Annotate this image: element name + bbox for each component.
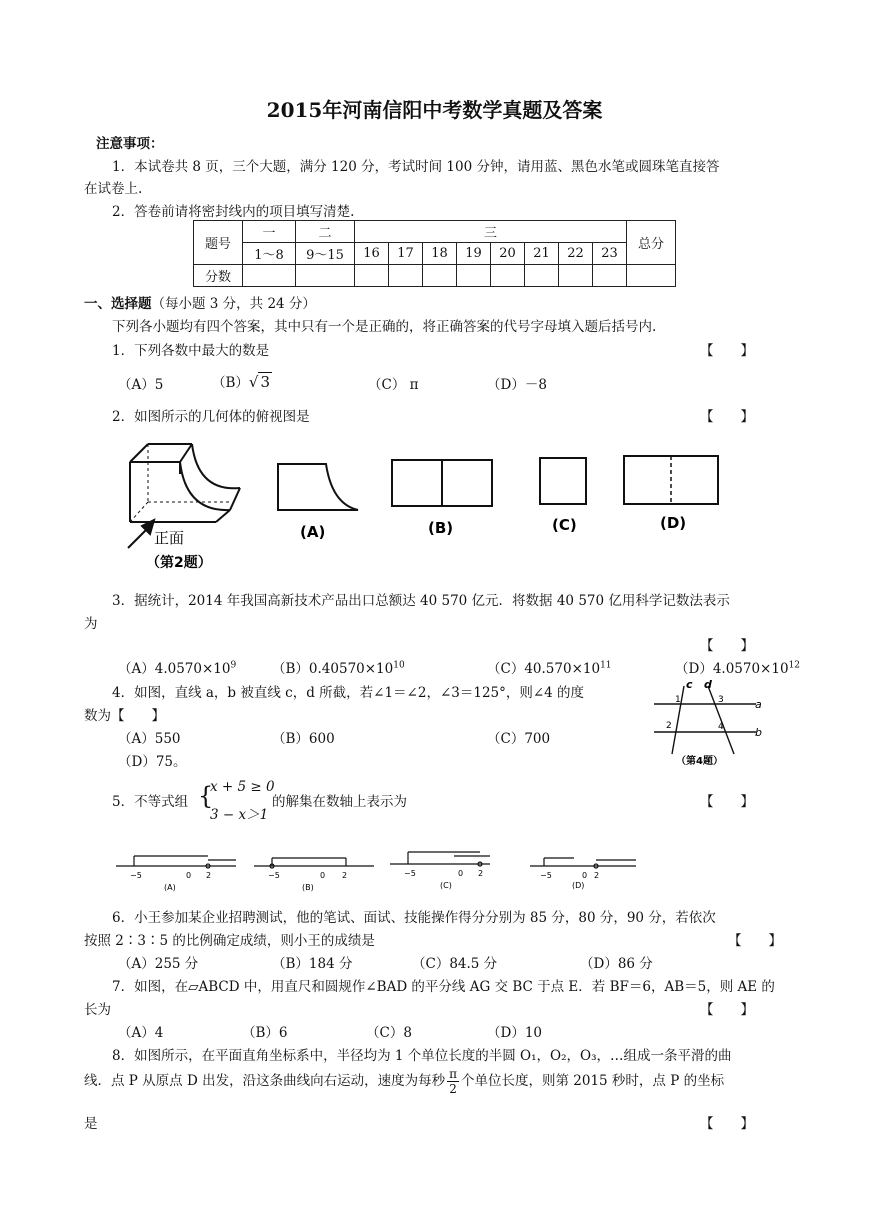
q4-option-b: （B）600 — [272, 731, 335, 747]
q2-option-a-figure — [278, 464, 358, 510]
q1-stem: 1．下列各数中最大的数是 — [112, 343, 270, 359]
q4-caption: （第4题） — [676, 756, 723, 767]
q7-option-d: （D）10 — [487, 1025, 543, 1041]
q8-stem-cont — [84, 1067, 724, 1096]
q2-option-c-figure — [540, 458, 586, 504]
q2-figure — [112, 430, 752, 580]
section-instruction: 下列各小题均有四个答案，其中只有一个是正确的，将正确答案的代号字母填入题后括号内. — [112, 319, 657, 335]
q1-option-c: （C） π — [368, 377, 419, 393]
answer-bracket[interactable]: 【 】 — [700, 794, 754, 810]
score-cell[interactable] — [491, 265, 525, 287]
notes-item-1: 1．本试卷共 8 页，三个大题，满分 120 分，考试时间 100 分钟，请用蓝、黑色水笔或圆珠笔直接答 — [112, 159, 720, 175]
score-table-group-three: 三 — [355, 221, 627, 243]
score-cell[interactable] — [627, 265, 676, 287]
q4-angle-1: 1 — [675, 695, 681, 705]
q7-option-a: （A）4 — [118, 1025, 164, 1041]
score-table — [193, 220, 676, 287]
q5-option-b: (B) — [302, 883, 314, 892]
section-title: 一、选择题 — [84, 296, 152, 312]
answer-bracket[interactable]: 【 】 — [700, 343, 754, 359]
score-table-q: 22 — [559, 243, 593, 265]
score-cell[interactable] — [423, 265, 457, 287]
q3-option-c — [487, 657, 612, 677]
q6-option-a: （A）255 分 — [118, 956, 199, 972]
sqrt-icon: √ — [248, 373, 259, 391]
score-table-q: 17 — [389, 243, 423, 265]
score-table-score-label: 分数 — [194, 265, 243, 287]
q7-stem: 7．如图，在▱ABCD 中，用直尺和圆规作∠BAD 的平分线 AG 交 BC 于点 E．若 BF＝6，AB＝5，则 AE 的 — [112, 979, 775, 995]
q6-stem-cont: 按照 2∶3∶5 的比例确定成绩，则小王的成绩是 — [84, 933, 375, 949]
answer-bracket[interactable]: 【 】 — [700, 638, 754, 654]
q5-option-a: (A) — [164, 883, 176, 892]
q2-stem: 2．如图所示的几何体的俯视图是 — [112, 409, 310, 425]
q2-option-a: (A) — [300, 523, 326, 541]
q3-option-a-text: （A）4.0570×10 — [118, 661, 231, 677]
q5-inequality-1: x + 5 ≥ 0 — [210, 779, 275, 795]
score-table-total: 总分 — [627, 221, 676, 265]
q3-option-a-exp: 9 — [230, 660, 237, 671]
score-table-q: 18 — [423, 243, 457, 265]
section-note: （每小题 3 分，共 24 分） — [151, 296, 316, 312]
arrow-icon — [128, 520, 154, 548]
q2-option-d: (D) — [660, 514, 687, 532]
q1-option-b-prefix: （B） — [212, 375, 249, 391]
q5-tick: 0 — [458, 869, 464, 878]
q4-option-c: （C）700 — [487, 731, 551, 747]
score-cell[interactable] — [457, 265, 491, 287]
q5-option-d: (D) — [572, 881, 585, 890]
answer-bracket[interactable]: 【 】 — [700, 1002, 754, 1018]
q5-tick: 0 — [186, 871, 192, 880]
q8-stem-part2: 个单位长度，则第 2015 秒时，点 P 的坐标 — [460, 1073, 725, 1089]
answer-bracket[interactable]: 【 】 — [700, 409, 754, 425]
q5-tick: 2 — [478, 869, 484, 878]
q5-tick: 2 — [342, 871, 348, 880]
solid-figure — [130, 444, 240, 522]
q3-stem-cont: 为 — [84, 616, 98, 632]
notes-heading: 注意事项： — [96, 136, 164, 152]
q4-stem-cont: 数为【 】 — [84, 708, 165, 724]
score-table-q: 16 — [355, 243, 389, 265]
q4-figure — [648, 674, 768, 770]
q4-label-a: a — [755, 698, 762, 711]
q8-stem: 8．如图所示，在平面直角坐标系中，半径均为 1 个单位长度的半圆 O₁，O₂，O₃，…组成一条平滑的曲 — [112, 1048, 732, 1064]
q2-option-c: (C) — [552, 516, 577, 534]
page-title: 2015年河南信阳中考数学真题及答案 — [266, 98, 603, 122]
q5-number-lines — [112, 848, 642, 896]
q7-option-c: （C）8 — [366, 1025, 412, 1041]
q6-option-d: （D）86 分 — [580, 956, 653, 972]
q2-option-b-figure — [392, 460, 492, 506]
score-cell[interactable] — [593, 265, 627, 287]
q8-stem-part1: 线．点 P 从原点 D 出发，沿这条曲线向右运动，速度为每秒 — [84, 1073, 446, 1089]
q6-option-c: （C）84.5 分 — [412, 956, 498, 972]
q5-inequality-2: 3 − x＞1 — [210, 807, 269, 823]
q5-tick: 0 — [582, 871, 588, 880]
q3-option-b-exp: 10 — [393, 660, 405, 671]
q3-option-c-text: （C）40.570×10 — [487, 661, 601, 677]
score-table-sub-two: 9～15 — [296, 243, 355, 265]
q4-stem: 4．如图，直线 a，b 被直线 c，d 所截，若∠1＝∠2，∠3＝125°，则∠4 的度 — [112, 685, 585, 701]
q4-angle-2: 2 — [666, 721, 672, 731]
section-heading — [84, 292, 316, 312]
q4-label-d: d — [704, 678, 712, 691]
q1-option-b-radicand: 3 — [260, 373, 271, 391]
q4-option-d: （D）75。 — [118, 754, 187, 770]
q6-stem: 6．小王参加某企业招聘测试，他的笔试、面试、技能操作得分分别为 85 分，80 分，90 分，若依次 — [112, 910, 716, 926]
q3-option-b-text: （B）0.40570×10 — [272, 661, 394, 677]
answer-bracket[interactable]: 【 】 — [728, 933, 782, 949]
hidden-edges — [130, 444, 230, 522]
q2-caption: （第2题） — [146, 555, 212, 571]
q2-option-b: (B) — [428, 519, 454, 537]
score-table-group-one: 一 — [243, 221, 296, 243]
q3-option-d-text: （D）4.0570×10 — [675, 661, 789, 677]
q3-option-c-exp: 11 — [600, 660, 612, 671]
notes-item-2: 2．答卷前请将密封线内的项目填写清楚. — [112, 204, 355, 220]
q5-option-c: (C) — [440, 881, 452, 890]
q7-stem-cont: 长为 — [84, 1002, 111, 1018]
q5-tick: −5 — [540, 871, 552, 880]
q3-option-d-exp: 12 — [788, 660, 801, 671]
score-table-label: 题号 — [194, 221, 243, 265]
score-table-q: 21 — [525, 243, 559, 265]
q5-tick: 2 — [206, 871, 212, 880]
answer-bracket[interactable]: 【 】 — [700, 1116, 754, 1132]
q4-option-a: （A）550 — [118, 731, 181, 747]
score-cell[interactable] — [296, 265, 355, 287]
score-table-q: 23 — [593, 243, 627, 265]
score-table-sub-one: 1～8 — [243, 243, 296, 265]
q8-fraction — [447, 1067, 459, 1096]
q5-tick: 0 — [320, 871, 326, 880]
notes-item-1-cont: 在试卷上. — [84, 181, 143, 197]
q1-option-d: （D）－8 — [487, 377, 547, 393]
q4-angle-4: 4 — [718, 722, 724, 732]
score-table-q: 19 — [457, 243, 491, 265]
q5-stem-prefix: 5．不等式组 — [112, 794, 189, 810]
score-cell[interactable] — [389, 265, 423, 287]
q8-stem-end: 是 — [84, 1116, 98, 1132]
score-cell[interactable] — [243, 265, 296, 287]
q5-tick: 2 — [594, 871, 600, 880]
q5-tick: −5 — [130, 871, 142, 880]
brace-icon: { — [198, 782, 214, 810]
q3-stem: 3．据统计，2014 年我国高新技术产品出口总额达 40 570 亿元．将数据 40 570 亿用科学记数法表示 — [112, 593, 730, 609]
q3-option-a — [118, 657, 236, 677]
score-table-group-two: 二 — [296, 221, 355, 243]
score-cell[interactable] — [559, 265, 593, 287]
q5-tick: −5 — [404, 869, 416, 878]
q8-fraction-denominator: 2 — [449, 1082, 457, 1096]
q4-angle-3: 3 — [718, 695, 724, 705]
q6-option-b: （B）184 分 — [272, 956, 353, 972]
q5-stem-suffix: 的解集在数轴上表示为 — [272, 794, 407, 810]
q5-tick: −5 — [268, 871, 280, 880]
q7-option-b: （B）6 — [242, 1025, 288, 1041]
q8-fraction-numerator: π — [449, 1067, 457, 1081]
q4-label-c: c — [686, 678, 693, 691]
score-cell[interactable] — [525, 265, 559, 287]
q1-option-b — [212, 371, 272, 391]
score-table-q: 20 — [491, 243, 525, 265]
score-cell[interactable] — [355, 265, 389, 287]
q3-option-b — [272, 657, 405, 677]
q2-front-label: 正面 — [154, 529, 185, 547]
q4-label-b: b — [755, 726, 762, 739]
q1-option-a: （A）5 — [118, 377, 164, 393]
